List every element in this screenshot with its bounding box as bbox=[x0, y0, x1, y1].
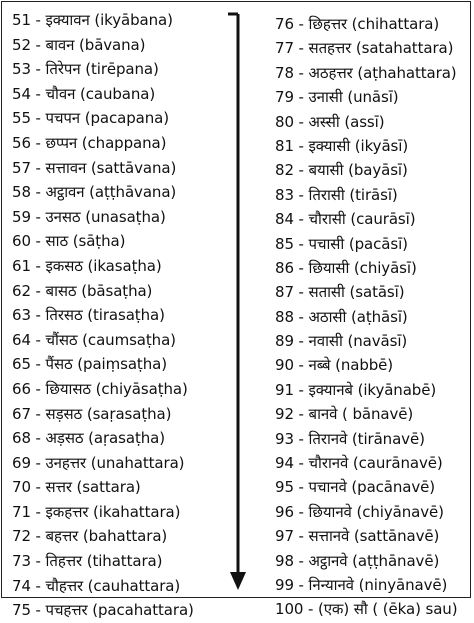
number-row: 63 - तिरसठ (tirasaṭha) bbox=[12, 306, 165, 325]
number-row: 96 - छियानवे (chiyānavē) bbox=[275, 502, 444, 521]
number-row: 72 - बहत्तर (bahattara) bbox=[12, 527, 168, 546]
number-row: 59 - उनसठ (unasaṭha) bbox=[12, 207, 166, 226]
numbers-76-100-column bbox=[275, 12, 474, 622]
number-row: 56 - छप्पन (chappana) bbox=[12, 133, 167, 152]
number-row: 82 - बयासी (bayāsī) bbox=[275, 161, 408, 180]
number-row: 87 - सतासी (satāsī) bbox=[275, 283, 405, 302]
number-row: 98 - अट्ठानवे (aṭṭhānavē) bbox=[275, 551, 440, 570]
number-row: 95 - पचानवे (pacānavē) bbox=[275, 478, 436, 497]
number-row: 53 - तिरेपन (tirēpana) bbox=[12, 60, 159, 79]
number-row: 78 - अठहत्तर (aṭhahattara) bbox=[275, 63, 457, 82]
number-row: 51 - इक्यावन (ikyābana) bbox=[12, 11, 173, 29]
number-row: 67 - सड़सठ (saṛasaṭha) bbox=[12, 404, 172, 423]
number-row: 74 - चौहत्तर (cauhattara) bbox=[12, 576, 181, 595]
number-row: 75 - पचहत्तर (pacahattara) bbox=[12, 601, 194, 620]
continue-arrow-icon bbox=[224, 10, 246, 592]
number-row: 70 - सत्तर (sattara) bbox=[12, 478, 141, 497]
number-row: 73 - तिहत्तर (tihattara) bbox=[12, 552, 163, 571]
number-table-frame bbox=[1, 1, 471, 620]
number-row: 77 - सतहत्तर (satahattara) bbox=[275, 39, 454, 58]
number-row: 62 - बासठ (bāsaṭha) bbox=[12, 281, 153, 300]
numbers-51-75-column bbox=[12, 8, 237, 623]
number-row: 83 - तिरासी (tirāsī) bbox=[275, 185, 398, 204]
number-row: 52 - बावन (bāvana) bbox=[12, 35, 146, 54]
number-row: 65 - पैंसठ (paiṃsaṭha) bbox=[12, 355, 167, 374]
number-row: 93 - तिरानवे (tirānavē) bbox=[275, 429, 425, 448]
number-row: 54 - चौवन (caubana) bbox=[12, 84, 156, 103]
number-row: 89 - नवासी (navāsī) bbox=[275, 332, 408, 351]
number-row: 97 - सत्तानवे (sattānavē) bbox=[275, 527, 440, 546]
number-row: 94 - चौरानवे (caurānavē) bbox=[275, 454, 443, 473]
number-row: 79 - उनासी (unāsī) bbox=[275, 88, 399, 107]
number-row: 100 - (एक) सौ ( (ēka) sau) bbox=[275, 600, 458, 619]
number-row: 90 - नब्बे (nabbē) bbox=[275, 356, 394, 375]
number-row: 91 - इक्यानबे (ikyānabē) bbox=[275, 380, 437, 399]
number-row: 61 - इकसठ (ikasaṭha) bbox=[12, 256, 162, 275]
number-row: 76 - छिहत्तर (chihattara) bbox=[275, 15, 440, 33]
number-row: 86 - छियासी (chiyāsī) bbox=[275, 258, 417, 277]
number-row: 69 - उनहत्तर (unahattara) bbox=[12, 453, 185, 472]
number-row: 66 - छियासठ (chiyāsaṭha) bbox=[12, 379, 188, 398]
number-row: 55 - पचपन (pacapana) bbox=[12, 109, 169, 128]
number-row: 71 - इकहत्तर (ikahattara) bbox=[12, 502, 181, 521]
number-row: 64 - चौंसठ (caumsaṭha) bbox=[12, 330, 176, 349]
number-row: 92 - बानवे ( bānavē) bbox=[275, 405, 414, 424]
number-row: 58 - अट्ठावन (aṭṭhāvana) bbox=[12, 183, 177, 202]
number-row: 85 - पचासी (pacāsī) bbox=[275, 234, 408, 253]
number-row: 81 - इक्यासी (ikyāsī) bbox=[275, 136, 409, 155]
number-row: 84 - चौरासी (caurāsī) bbox=[275, 210, 416, 229]
number-row: 60 - साठ (sāṭha) bbox=[12, 232, 126, 251]
number-row: 88 - अठासी (aṭhāsī) bbox=[275, 307, 408, 326]
number-row: 99 - निन्यानवे (ninyānavē) bbox=[275, 575, 448, 594]
number-row: 68 - अड़सठ (aṛasaṭha) bbox=[12, 429, 165, 448]
number-row: 80 - अस्सी (assī) bbox=[275, 112, 385, 131]
number-row: 57 - सत्तावन (sattāvana) bbox=[12, 158, 177, 177]
